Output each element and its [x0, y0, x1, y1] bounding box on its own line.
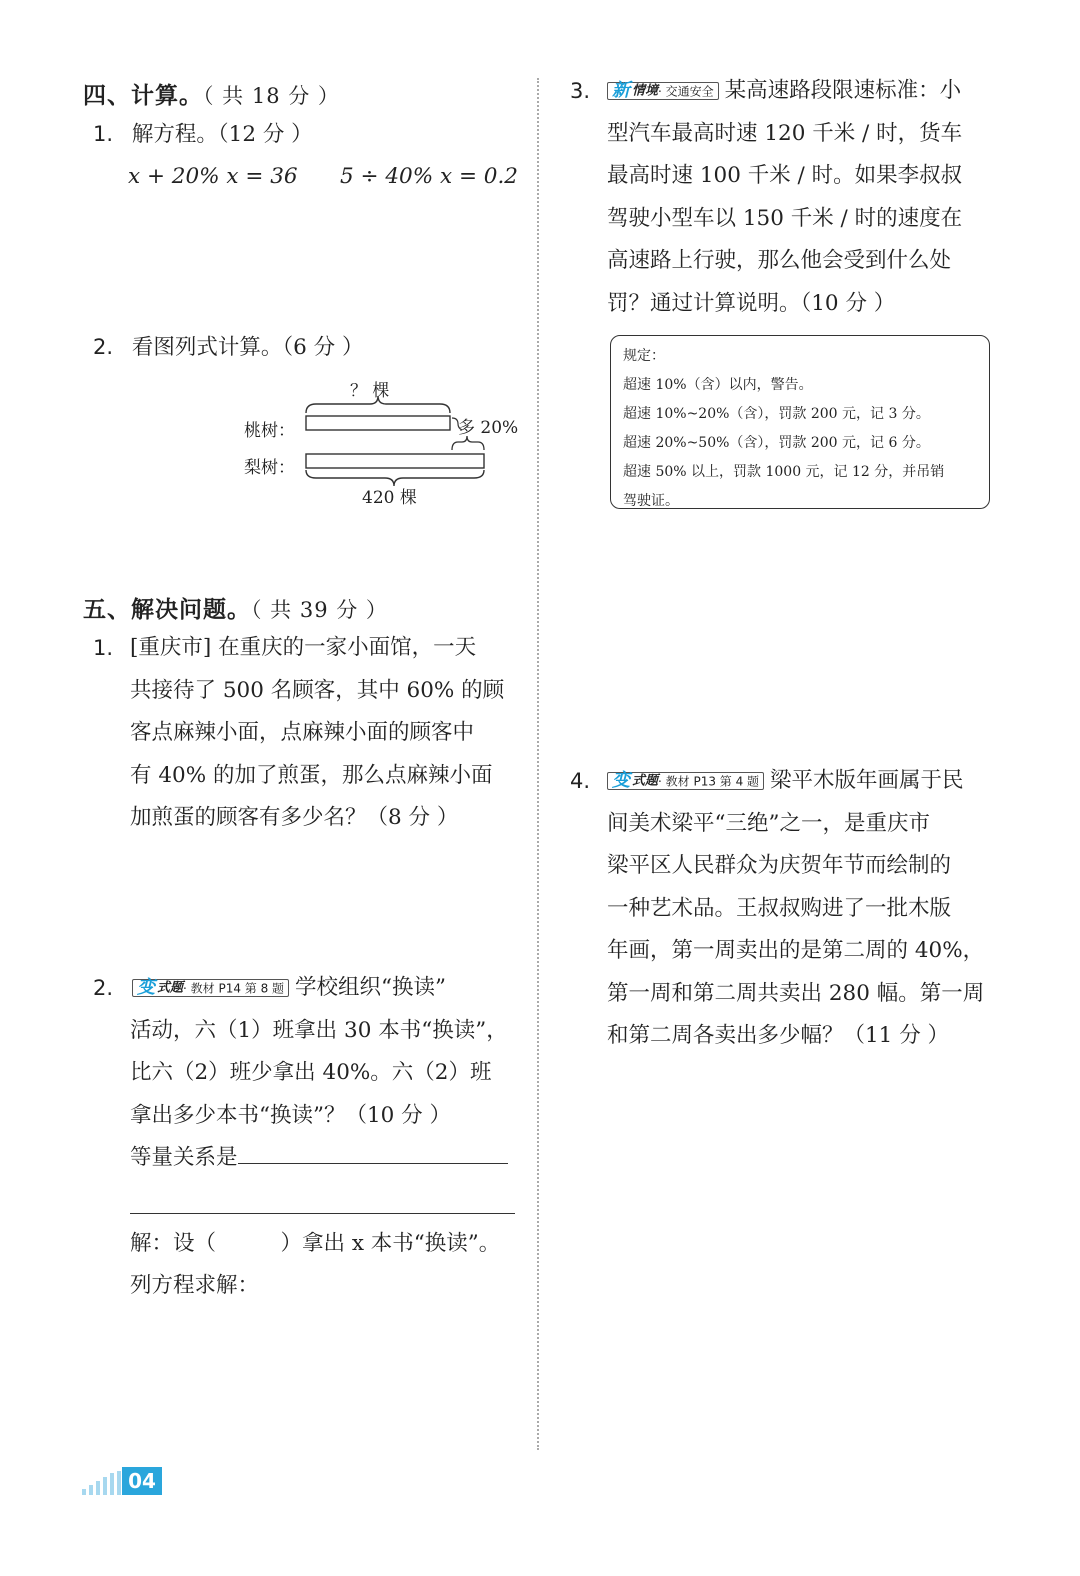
solve-line: 解：设（ ）拿出 x 本书“换读”。: [130, 1231, 501, 1256]
equation-2: 5 ÷ 40% x = 0.2: [340, 164, 518, 189]
context-kind: 情境: [632, 83, 659, 99]
q3-line-1: [605, 70, 961, 113]
tree-diagram: [240, 370, 530, 510]
solve-row: [130, 1223, 500, 1266]
s4-q2: [93, 326, 364, 370]
pear-label: 梨树：: [244, 458, 295, 478]
s5-q2-text-1: 学校组织“换读”: [295, 975, 447, 1000]
q4-line-2: 间美术梁平“三绝”之一，是重庆市: [607, 810, 930, 836]
rules-box: [610, 335, 990, 509]
q4-line-4: 一种艺术品。王叔叔购进了一批木版: [607, 895, 952, 921]
q4-variant-tag: [607, 772, 764, 791]
q4-line-3: 梁平区人民群众为庆贺年节而绘制的: [607, 853, 952, 878]
equation-label: 列方程求解：: [130, 1273, 260, 1298]
s5-q1-number: 1.: [93, 636, 114, 660]
q4-text-1: 梁平木版年画属于民: [770, 768, 964, 793]
q4-line-7: 和第二周各卖出多少幅？（11 分 ）: [607, 1023, 950, 1048]
variant-kind: 式题: [157, 980, 184, 996]
q3-line-2: 型汽车最高时速 120 千米 / 时，货车: [607, 120, 963, 146]
section-4-title: 四、计算。: [83, 82, 203, 109]
rule-3: 超速 20%~50%（含），罚款 200 元，记 6 分。: [623, 435, 930, 451]
q3-text-1: 某高速路段限速标准：小: [724, 78, 962, 103]
variant-tag: [132, 979, 289, 998]
q3-line-4: 驾驶小型车以 150 千米 / 时的速度在: [607, 205, 963, 231]
q3-number: 3.: [570, 79, 591, 103]
section-5-title: 五、解决问题。: [83, 596, 251, 623]
relation-row: [130, 1137, 508, 1180]
section-5-score: （ 共 39 分 ）: [251, 598, 388, 622]
q3-line-6: 罚？通过计算说明。（10 分 ）: [607, 290, 896, 316]
q4-line-5: 年画，第一周卖出的是第二周的 40%，: [607, 938, 985, 963]
pear-bar: [306, 454, 484, 468]
s4-q2-number: 2.: [93, 335, 114, 359]
extra-brace: [452, 436, 484, 450]
s5-q2-line-2: 活动，六（1）班拿出 30 本书“换读”，: [130, 1017, 508, 1043]
q4-variant-source: · 教材 P13 第 4 题: [658, 774, 760, 789]
s5-q1-line-1: [重庆市] 在重庆的一家小面馆，一天: [130, 635, 477, 660]
s5-q1-line-5: 加煎蛋的顾客有多少名？（8 分 ）: [130, 805, 459, 830]
rule-1: 超速 10%（含）以内，警告。: [623, 377, 813, 393]
new-badge: 新: [612, 80, 630, 102]
new-context-tag: [607, 82, 719, 101]
s5-q2-line-3: 比六（2）班少拿出 40%。六（2）班: [130, 1060, 492, 1085]
s5-q2-line-4: 拿出多少本书“换读”？（10 分 ）: [130, 1102, 452, 1128]
q4-number: 4.: [570, 769, 591, 793]
s4-q1-text: 解方程。（12 分 ）: [131, 122, 313, 147]
relation-blank-2[interactable]: [130, 1213, 515, 1214]
peach-bar: [306, 416, 450, 430]
rule-4-cont: 驾驶证。: [623, 493, 679, 509]
column-divider: [537, 78, 539, 1450]
s4-q1: [93, 113, 313, 157]
relation-label: 等量关系是: [130, 1145, 238, 1170]
page-number: 04: [122, 1467, 162, 1495]
section-4-heading: [83, 77, 340, 110]
relation-blank[interactable]: [238, 1139, 508, 1164]
s5-q2-number: 2.: [93, 976, 114, 1000]
equation-1: x + 20% x = 36: [128, 164, 298, 189]
q4-line-1: [605, 760, 964, 803]
q3-line-5: 高速路上行驶，那么他会受到什么处: [607, 248, 952, 273]
s5-q1-line-3: 客点麻辣小面，点麻辣小面的顾客中: [130, 720, 475, 745]
section-4-score: （ 共 18 分 ）: [203, 84, 340, 108]
rule-2: 超速 10%~20%（含），罚款 200 元，记 3 分。: [623, 406, 930, 422]
s5-q1-line-4: 有 40% 的加了煎蛋，那么点麻辣小面: [130, 762, 493, 788]
bottom-label: 420 棵: [362, 488, 417, 508]
variant-badge: 变: [137, 977, 155, 999]
context-topic: · 交通安全: [658, 84, 714, 99]
variant-source: · 教材 P14 第 8 题: [183, 981, 285, 996]
page-bars-icon: [82, 1471, 124, 1495]
rules-title: 规定：: [623, 348, 665, 364]
q3-line-3: 最高时速 100 千米 / 时。如果李叔叔: [607, 163, 963, 188]
rule-4: 超速 50% 以上，罚款 1000 元，记 12 分，并吊销: [623, 464, 945, 480]
s5-q1-line-2: 共接待了 500 名顾客，其中 60% 的顾: [130, 677, 505, 703]
s4-q1-number: 1.: [93, 122, 114, 146]
more-label: 多 20%: [458, 418, 519, 438]
s5-q2-line-1: [130, 967, 446, 1010]
s4-q2-text: 看图列式计算。（6 分 ）: [131, 335, 364, 360]
q4-line-6: 第一周和第二周共卖出 280 幅。第一周: [607, 980, 985, 1006]
q4-variant-badge: 变: [612, 770, 630, 792]
section-5-heading: [83, 591, 388, 624]
q4-variant-kind: 式题: [632, 773, 659, 789]
top-label: ？ 棵: [350, 381, 390, 401]
peach-label: 桃树：: [244, 421, 295, 441]
